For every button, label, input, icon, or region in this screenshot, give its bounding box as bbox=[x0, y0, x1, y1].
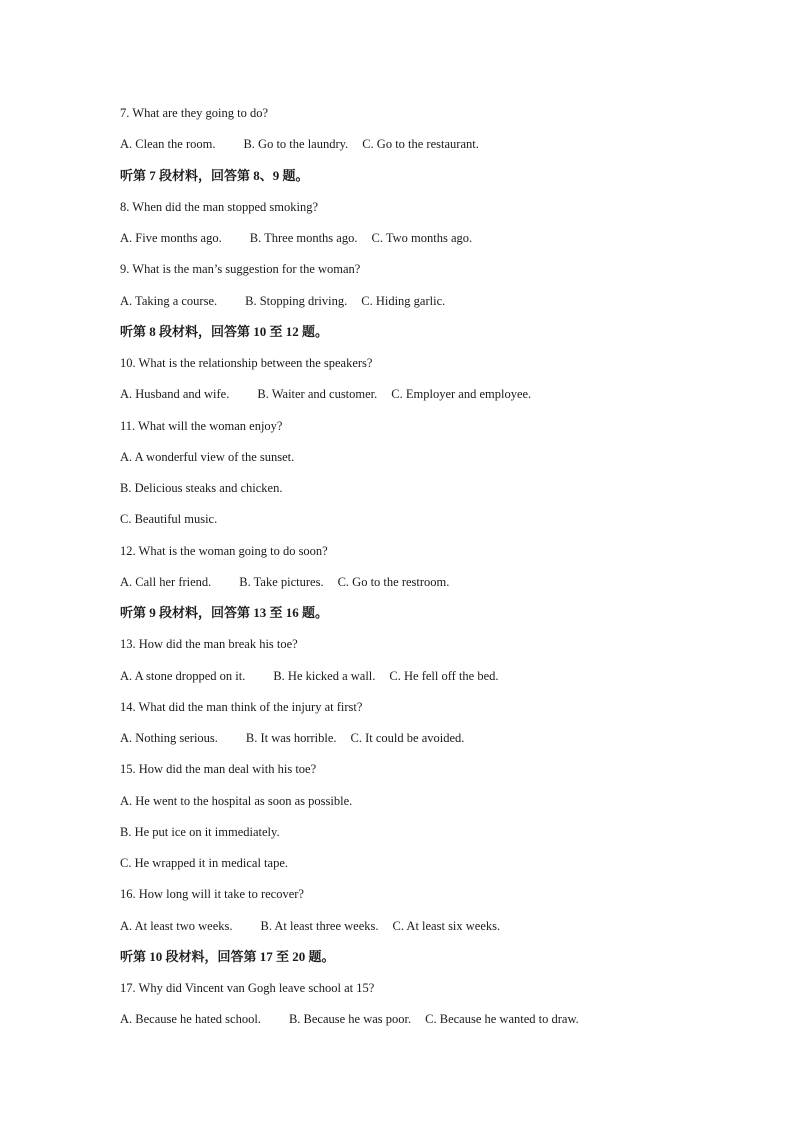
answer-options-row bbox=[120, 730, 464, 746]
answer-option: C. It could be avoided. bbox=[350, 731, 465, 745]
answer-option: A. A wonderful view of the sunset. bbox=[120, 449, 295, 464]
answer-option: A. Because he hated school. bbox=[120, 1012, 261, 1027]
question-text: 9. What is the man’s suggestion for the woman? bbox=[120, 262, 361, 277]
answer-option: B. Go to the laundry. bbox=[243, 137, 349, 152]
answer-option: C. Go to the restroom. bbox=[337, 574, 450, 589]
answer-option: C. Because he wanted to draw. bbox=[425, 1012, 579, 1027]
answer-option: C. Employer and employee. bbox=[391, 387, 532, 402]
answer-option: A. He went to the hospital as soon as possible. bbox=[120, 793, 353, 808]
answer-option: A. At least two weeks. bbox=[120, 918, 233, 933]
answer-options-row bbox=[120, 136, 479, 152]
answer-option: B. Three months ago. bbox=[249, 231, 358, 245]
section-heading: 听第 9 段材料，回答第 13 至 16 题。 bbox=[120, 605, 329, 620]
question-text: 8. When did the man stopped smoking? bbox=[120, 199, 319, 214]
question-text: 7. What are they going to do? bbox=[120, 106, 268, 120]
answer-option: C. He wrapped it in medical tape. bbox=[120, 856, 288, 870]
answer-option: A. Five months ago. bbox=[120, 231, 222, 245]
question-text: 15. How did the man deal with his toe? bbox=[120, 762, 317, 777]
answer-option: A. Call her friend. bbox=[120, 574, 212, 589]
answer-options-row bbox=[120, 668, 499, 684]
question-text: 12. What is the woman going to do soon? bbox=[120, 543, 328, 558]
section-heading: 听第 7 段材料，回答第 8、9 题。 bbox=[120, 167, 309, 183]
question-text: 14. What did the man think of the injury at first? bbox=[120, 699, 363, 714]
answer-option: B. Take pictures. bbox=[239, 574, 324, 589]
answer-option: A. Clean the room. bbox=[120, 137, 216, 152]
question-text: 13. How did the man break his toe? bbox=[120, 637, 298, 652]
answer-option: B. Stopping driving. bbox=[245, 293, 348, 308]
answer-option: B. Waiter and customer. bbox=[257, 387, 378, 402]
answer-option: B. At least three weeks. bbox=[260, 918, 379, 933]
answer-option: A. Husband and wife. bbox=[120, 387, 230, 402]
answer-options-row bbox=[120, 918, 500, 934]
answer-option: B. He put ice on it immediately. bbox=[120, 824, 280, 839]
answer-options-row bbox=[120, 293, 445, 309]
answer-option: C. Hiding garlic. bbox=[361, 293, 446, 308]
answer-options-row bbox=[120, 574, 449, 590]
answer-option: B. He kicked a wall. bbox=[273, 668, 376, 683]
answer-option: A. Taking a course. bbox=[120, 293, 218, 308]
answer-options-row bbox=[120, 230, 472, 246]
section-heading: 听第 8 段材料，回答第 10 至 12 题。 bbox=[120, 323, 329, 339]
answer-option: C. Beautiful music. bbox=[120, 512, 218, 527]
answer-options-row bbox=[120, 386, 531, 402]
question-text: 11. What will the woman enjoy? bbox=[120, 418, 283, 433]
answer-option: C. Two months ago. bbox=[371, 231, 473, 245]
answer-option: A. Nothing serious. bbox=[120, 731, 218, 745]
answer-options-row bbox=[120, 1011, 579, 1027]
answer-option: A. A stone dropped on it. bbox=[120, 668, 246, 683]
answer-option: B. Because he was poor. bbox=[288, 1012, 412, 1027]
question-text: 10. What is the relationship between the speakers? bbox=[120, 356, 373, 370]
answer-option: C. He fell off the bed. bbox=[389, 668, 499, 683]
section-heading: 听第 10 段材料，回答第 17 至 20 题。 bbox=[120, 948, 335, 964]
question-text: 16. How long will it take to recover? bbox=[120, 887, 304, 902]
answer-option: B. Delicious steaks and chicken. bbox=[120, 481, 283, 495]
answer-option: C. Go to the restaurant. bbox=[362, 137, 479, 152]
answer-option: B. It was horrible. bbox=[245, 731, 337, 745]
answer-option: C. At least six weeks. bbox=[392, 918, 501, 933]
question-text: 17. Why did Vincent van Gogh leave school at 15? bbox=[120, 981, 375, 995]
